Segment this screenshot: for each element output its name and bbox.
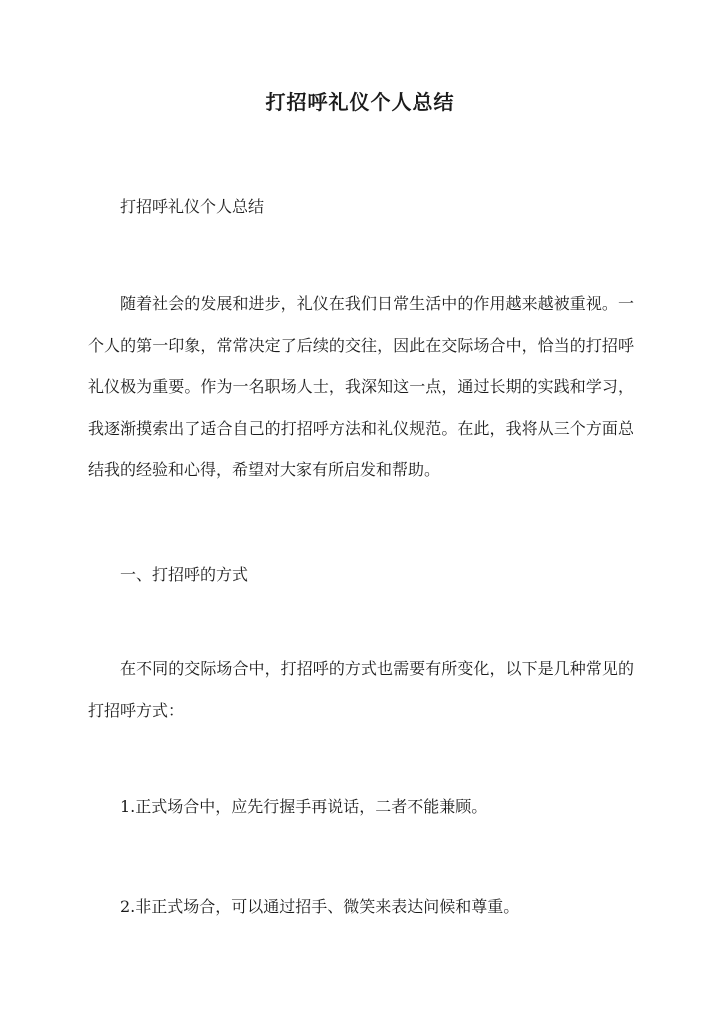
list-item-formal-occasion: 1.正式场合中，应先行握手再说话，二者不能兼顾。 xyxy=(120,797,488,816)
intro-paragraph: 随着社会的发展和进步，礼仪在我们日常生活中的作用越来越被重视。一个人的第一印象，常常决定了后续的交往，因此在交际场合中，恰当的打招呼礼仪极为重要。作为一名职场人士，我深知这一点，通过长期的实践和学习，我逐渐摸索出了适合自己的打招呼方法和礼仪规范。在此，我将从三个方面总结我的经验和心得，希望对大家有所启发和帮助。 xyxy=(88,294,634,479)
list-item-informal-occasion: 2.非正式场合，可以通过招手、微笑来表达问候和尊重。 xyxy=(120,897,520,916)
greeting-methods-intro-paragraph: 在不同的交际场合中，打招呼的方式也需要有所变化，以下是几种常见的打招呼方式： xyxy=(88,659,634,720)
subtitle-paragraph: 打招呼礼仪个人总结 xyxy=(120,197,265,216)
document-title: 打招呼礼仪个人总结 xyxy=(265,90,455,114)
section-heading-greeting-methods: 一、打招呼的方式 xyxy=(120,565,249,584)
